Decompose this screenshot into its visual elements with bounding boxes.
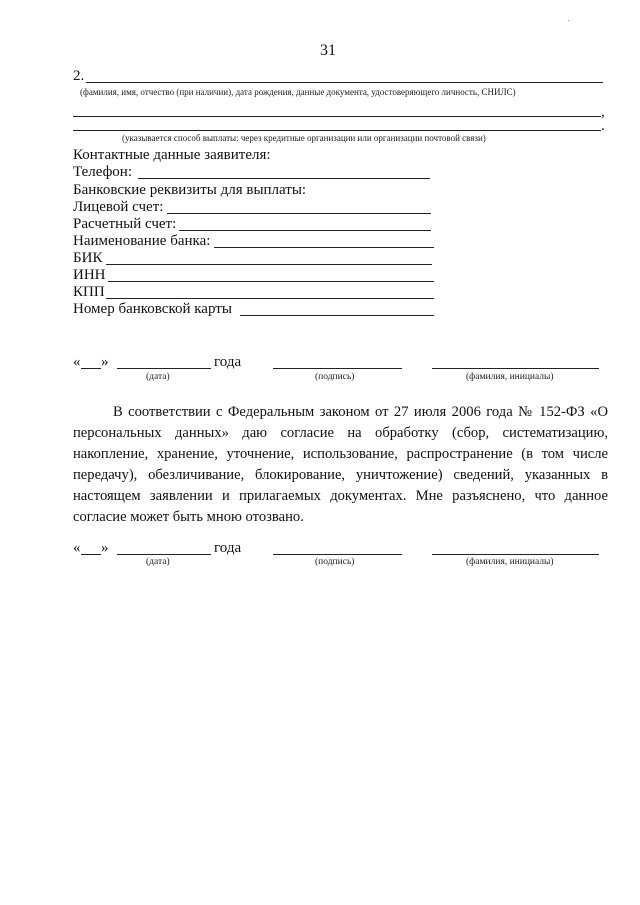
signature-caption: (подпись) bbox=[315, 372, 355, 382]
date-caption: (дата) bbox=[146, 372, 170, 382]
consent-paragraph: В соответствии с Федеральным законом от 27 июля 2006 года № 152-ФЗ «О персональных данных» даю согласие на обработку (сбор, систематизацию, накопление, хранение, уточнение, использование, распространение (в том числе передачу), обезличивание, блокирование, уничтожение) сведений, указанных в настоящем заявлении и прилагаемых документах. Мне разъяснено, что данное согласие может быть мною отозвано. bbox=[73, 404, 608, 525]
date-quote-open: « bbox=[73, 354, 81, 370]
bank-name-field[interactable] bbox=[214, 247, 434, 248]
date-day-field-2[interactable] bbox=[81, 554, 101, 555]
signature-field[interactable] bbox=[273, 368, 402, 369]
date-quote-close: » bbox=[101, 354, 109, 370]
name-caption-2: (фамилия, инициалы) bbox=[466, 557, 554, 567]
year-word: года bbox=[214, 354, 242, 370]
date-quote-open-2: « bbox=[73, 540, 81, 556]
kpp-label: КПП bbox=[73, 284, 105, 300]
name-caption: (фамилия, инициалы) bbox=[466, 372, 554, 382]
inn-field[interactable] bbox=[108, 281, 434, 282]
personal-account-label: Лицевой счет: bbox=[73, 199, 164, 215]
date-caption-2: (дата) bbox=[146, 557, 170, 567]
phone-field[interactable] bbox=[138, 178, 430, 179]
name-initials-field-2[interactable] bbox=[432, 554, 599, 555]
bank-name-label: Наименование банка: bbox=[73, 233, 211, 249]
bik-field[interactable] bbox=[106, 264, 432, 265]
line-end-comma: , bbox=[601, 104, 605, 120]
personal-account-field[interactable] bbox=[167, 213, 431, 214]
bank-header: Банковские реквизиты для выплаты: bbox=[73, 182, 307, 198]
name-initials-field[interactable] bbox=[432, 368, 599, 369]
card-number-label: Номер банковской карты bbox=[73, 301, 232, 317]
applicant-line-3[interactable] bbox=[73, 130, 601, 131]
date-month-field[interactable] bbox=[117, 368, 211, 369]
signature-caption-2: (подпись) bbox=[315, 557, 355, 567]
year-word-2: года bbox=[214, 540, 242, 556]
date-month-field-2[interactable] bbox=[117, 554, 211, 555]
date-quote-close-2: » bbox=[101, 540, 109, 556]
bik-label: БИК bbox=[73, 250, 103, 266]
settlement-account-label: Расчетный счет: bbox=[73, 216, 177, 232]
line-end-period: . bbox=[601, 118, 605, 134]
item-number: 2. bbox=[73, 68, 85, 84]
scan-speck bbox=[568, 20, 569, 21]
page-number: 31 bbox=[320, 42, 336, 59]
applicant-caption: (фамилия, имя, отчество (при наличии), дата рождения, данные документа, удостоверяющего личность, СНИЛС) bbox=[80, 87, 516, 97]
phone-label: Телефон: bbox=[73, 164, 132, 180]
card-number-field[interactable] bbox=[240, 315, 434, 316]
signature-field-2[interactable] bbox=[273, 554, 402, 555]
kpp-field[interactable] bbox=[106, 298, 434, 299]
date-day-field[interactable] bbox=[81, 368, 101, 369]
inn-label: ИНН bbox=[73, 267, 106, 283]
settlement-account-field[interactable] bbox=[179, 230, 431, 231]
payment-caption: (указывается способ выплаты: через кредитные организации или организации почтовой связи) bbox=[122, 133, 486, 143]
applicant-line-1[interactable] bbox=[86, 82, 603, 83]
contacts-header: Контактные данные заявителя: bbox=[73, 147, 271, 163]
applicant-line-2[interactable] bbox=[73, 116, 601, 117]
